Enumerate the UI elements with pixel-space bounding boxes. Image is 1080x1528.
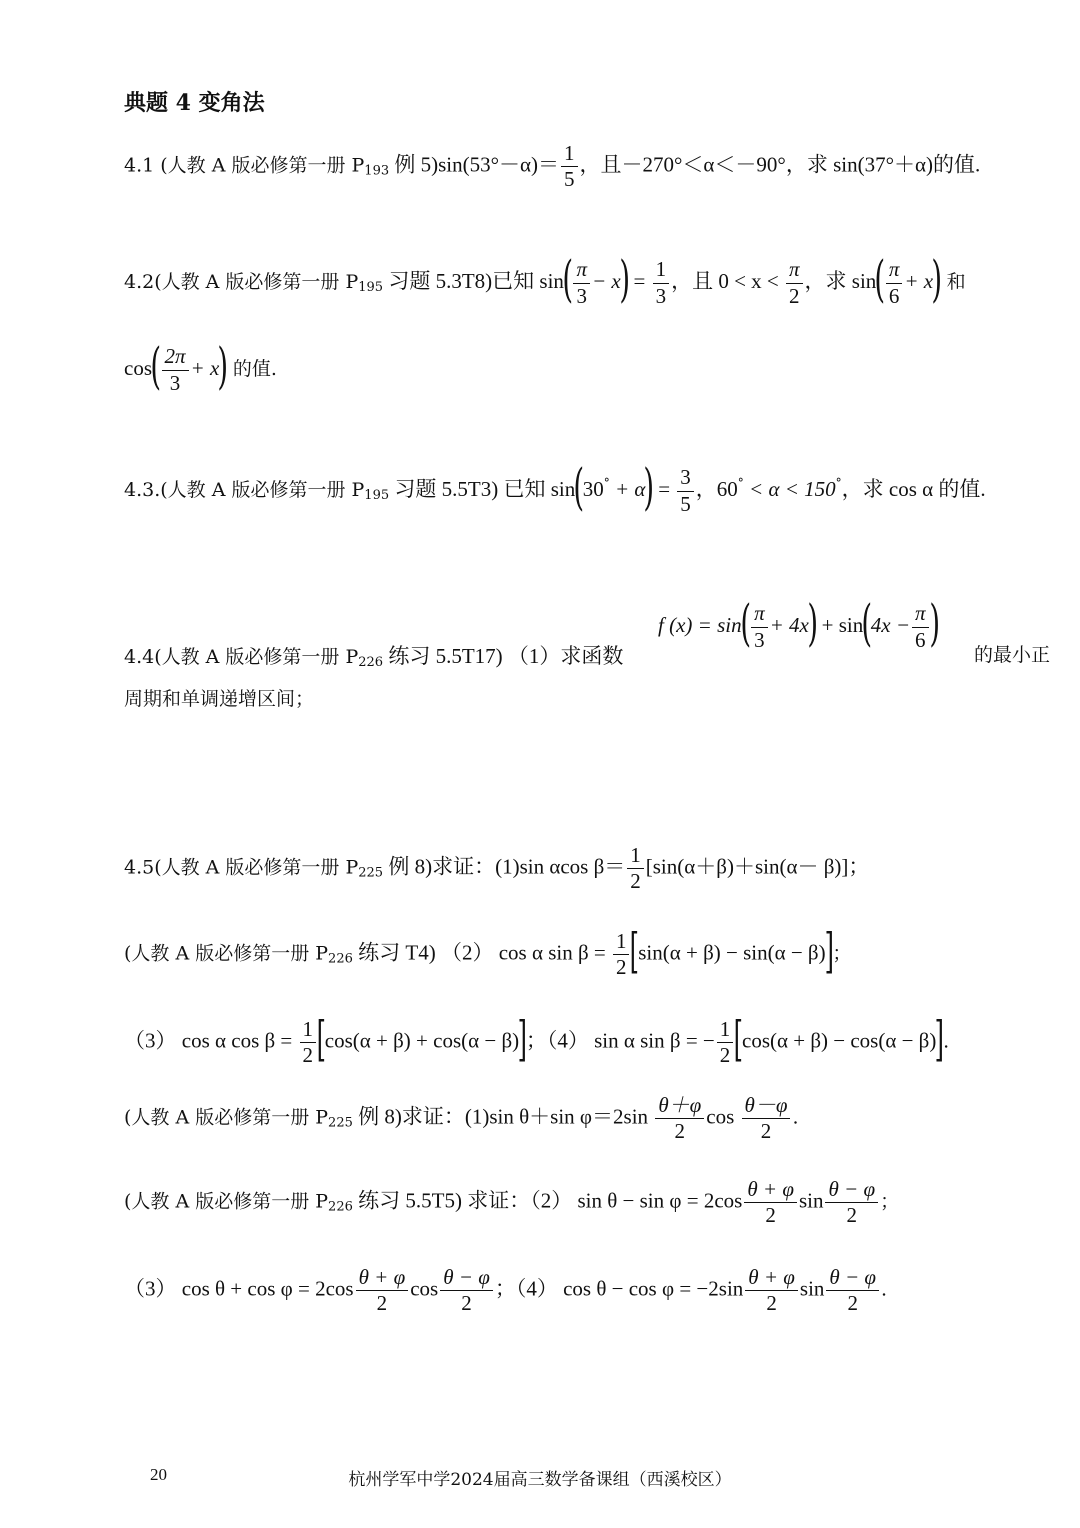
footer-text: 杭州学军中学2024届高三数学备课组（西溪校区） bbox=[348, 1470, 732, 1490]
section-title: 典题 4 变角法 bbox=[124, 90, 265, 116]
problem-4-4-formula: f (x) = sin( $\frac{\pi}{3}$ + 4x) + sin(4x − $\frac{\pi}{6}$ ) bbox=[658, 594, 940, 652]
problem-4-2-cont: cos( $\frac{2\pi}{3}$ + x) 的值. bbox=[124, 337, 277, 395]
problem-4-4-line2: 周期和单调递增区间； bbox=[124, 688, 315, 710]
problem-4-8: （3） cos θ + cos φ = 2cos $\frac{\theta + \varphi}{2}$ cos $\frac{\theta - \varphi}{2}$ ；（4） cos θ − cos φ = −2sin $\frac{\theta + \varphi}{2}$ sin $\frac{\theta - \varphi}{2}$ . bbox=[124, 1265, 888, 1316]
problem-4-5: 4.5(人教 A 版必修第一册 $P_{225}$ 例 8)求证：(1)sin αcos β＝ $\frac{1}{2}$ [sin(α＋β)＋sin(α－ β)]； bbox=[124, 843, 870, 894]
problem-4-7: (人教 A 版必修第一册 $P_{226}$ 练习 5.5T5) 求证：（2） sin θ − sin φ = 2cos $\frac{\theta + \varphi}{2}$ sin $\frac{\theta - \varphi}{2}$ ； bbox=[124, 1177, 900, 1228]
problem-4-4-lead: 4.4(人教 A 版必修第一册 $P_{226}$ 练习 5.5T17) （1）求函数 bbox=[124, 644, 624, 670]
problem-4-5-2: (人教 A 版必修第一册 $P_{226}$ 练习 T4) （2） cos α sin β = $\frac{1}{2}$ [sin(α + β) − sin(α − β)]； bbox=[124, 922, 852, 980]
problem-4-6: (人教 A 版必修第一册 $P_{225}$ 例 8)求证：(1)sin θ＋sin φ＝2sin $\frac{\theta+\varphi}{2}$ cos $\frac{\theta-\varphi}{2}$ . bbox=[124, 1093, 799, 1144]
page-number: 20 bbox=[150, 1465, 167, 1484]
problem-4-2: 4.2(人教 A 版必修第一册 $P_{195}$ 习题 5.3T8)已知 sin( $\frac{\pi}{3}$ − x) = $\frac{1}{3}$ ，且 0 < x < $\frac{\pi}{2}$ ，求 sin( $\frac{\pi}{6}$ + x) 和 bbox=[124, 250, 966, 308]
problem-4-4-tail: 的最小正 bbox=[974, 644, 1051, 666]
problem-4-5-3-4: （3） cos α cos β = $\frac{1}{2}$ [cos(α + β) + cos(α − β)]；（4） sin α sin β = − $\frac{1}{2}$ [cos(α + β) − cos(α − β)]. bbox=[124, 1010, 950, 1068]
fraction: $\frac{1}{5}$ bbox=[561, 142, 578, 191]
problem-4-1: 4.1 (人教 A 版必修第一册 $P_{193}$ 例 5)sin(53°－α)＝ $\frac{1}{5}$ ，且－270°＜α＜－90°，求 sin(37°＋α)的值. bbox=[124, 141, 981, 192]
problem-4-3: 4.3.(人教 A 版必修第一册 $P_{195}$ 习题 5.5T3) 已知 sin(30° + α) = $\frac{3}{5}$ ，60° < α < 150°，求 cos α 的值. bbox=[124, 458, 986, 516]
